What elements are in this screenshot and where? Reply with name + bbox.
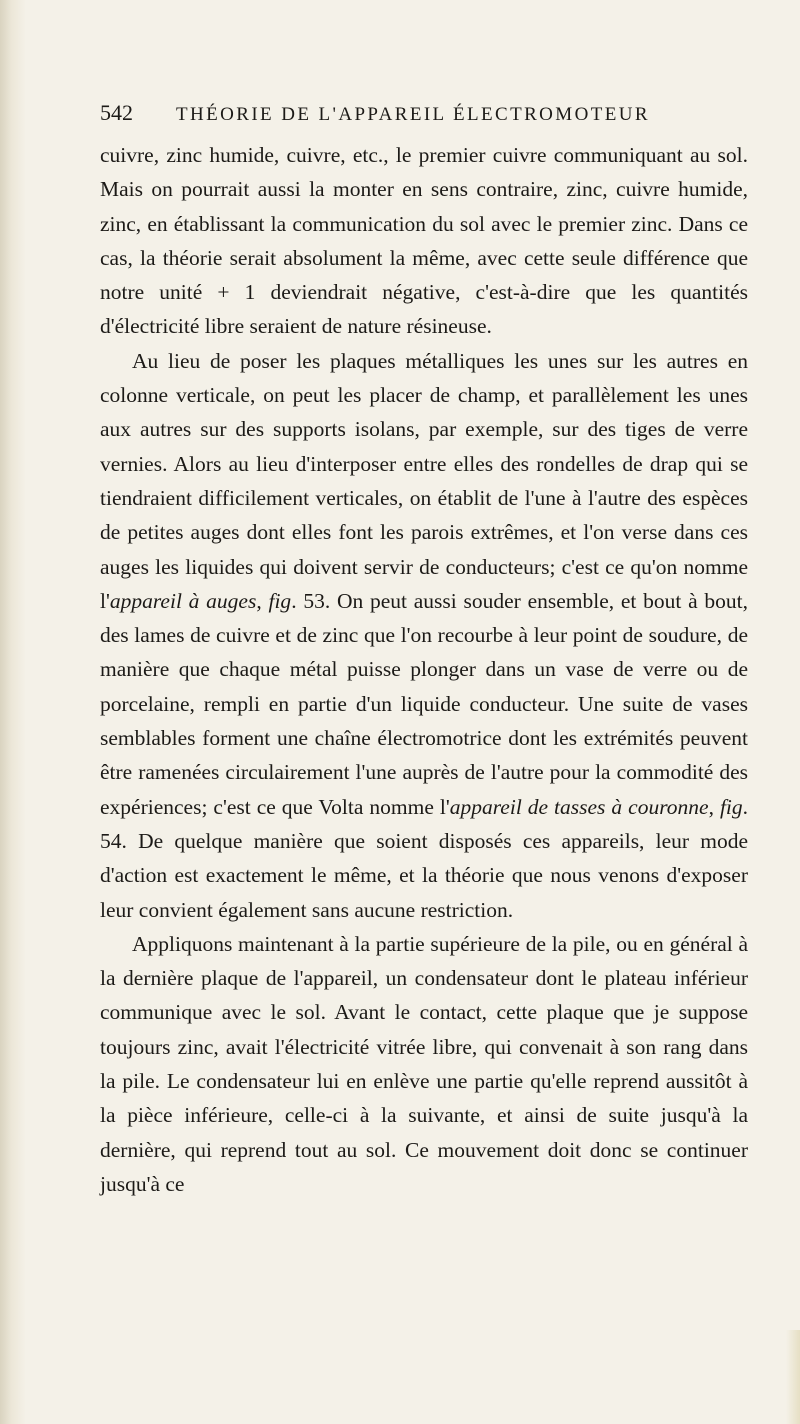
punctuation: ,	[256, 588, 269, 613]
paragraph-text: cuivre, zinc humide, cuivre, etc., le premier cuivre communiquant au sol. Mais on pourrait aussi la monter en sens contraire, zinc, cuivre humide, zinc, en établissant la communication du sol avec le premier zinc. Dans ce cas, la théorie serait absolument la même, avec cette seule différence que notre unité + 1 deviendrait négative, c'est-à-dire que les quantités d'électricité libre seraient de nature résineuse.	[100, 143, 748, 339]
paragraph-3	[100, 927, 748, 1201]
page-edge-stain	[786, 1330, 800, 1424]
book-page	[100, 100, 748, 1201]
page-number: 542	[100, 100, 133, 125]
paragraph-text: Appliquons maintenant à la partie supérieure de la pile, ou en général à la dernière plaque de l'appareil, un condensateur dont le plateau inférieur communique avec le sol. Avant le contact, cette plaque que je suppose toujours zinc, avait l'électricité vitrée libre, qui convenait à son rang dans la pile. Le condensateur lui en enlève une partie qu'elle reprend aussitôt à la pièce inférieure, celle-ci à la suivante, et ainsi de suite jusqu'à la dernière, qui reprend tout au sol. Ce mouvement doit donc se continuer jusqu'à ce	[100, 931, 748, 1196]
paragraph-text: Au lieu de poser les plaques métalliques les unes sur les autres en colonne verticale, on peut les placer de champ, et parallèlement les unes aux autres sur des supports isolans, par exemple, sur des tiges de verre vernies. Alors au lieu d'interposer entre elles des rondelles de drap qui se tiendraient difficilement verticales, on établit de l'une à l'autre des espèces de petites auges dont elles font les parois extrêmes, et l'on verse dans ces auges les liquides qui doivent servir de conducteurs; c'est ce qu'on nomme l'	[100, 348, 748, 613]
term-appareil-de-tasses: appareil de tasses à couronne	[449, 794, 709, 819]
running-title: THÉORIE DE L'APPAREIL ÉLECTROMOTEUR	[176, 104, 650, 125]
paragraph-1	[100, 138, 748, 344]
punctuation: ,	[708, 794, 720, 819]
paragraph-text: . 53. On peut aussi souder ensemble, et bout à bout, des lames de cuivre et de zinc que l'on recourbe à leur point de soudure, de manière que chaque métal puisse plonger dans un vase de verre ou de porcelaine, rempli en partie d'un liquide conducteur. Une suite de vases semblables forment une chaîne électromotrice dont les extrémités peuvent être ramenées circulairement l'une auprès de l'autre pour la commodité des expériences; c'est ce que Volta nomme l'	[100, 588, 749, 819]
page-binding-shadow	[0, 0, 26, 1424]
paragraph-2	[100, 344, 748, 927]
running-header	[100, 100, 748, 136]
term-appareil-a-auges: appareil à auges	[109, 588, 257, 613]
body-text	[100, 138, 748, 1201]
fig-abbrev: fig	[268, 588, 292, 613]
fig-abbrev: fig	[719, 794, 743, 819]
paragraph-text: . 54. De quelque manière que soient disposés ces appareils, leur mode d'action est exactement le même, et la théorie que nous venons d'exposer leur convient également sans aucune restriction.	[100, 794, 749, 922]
